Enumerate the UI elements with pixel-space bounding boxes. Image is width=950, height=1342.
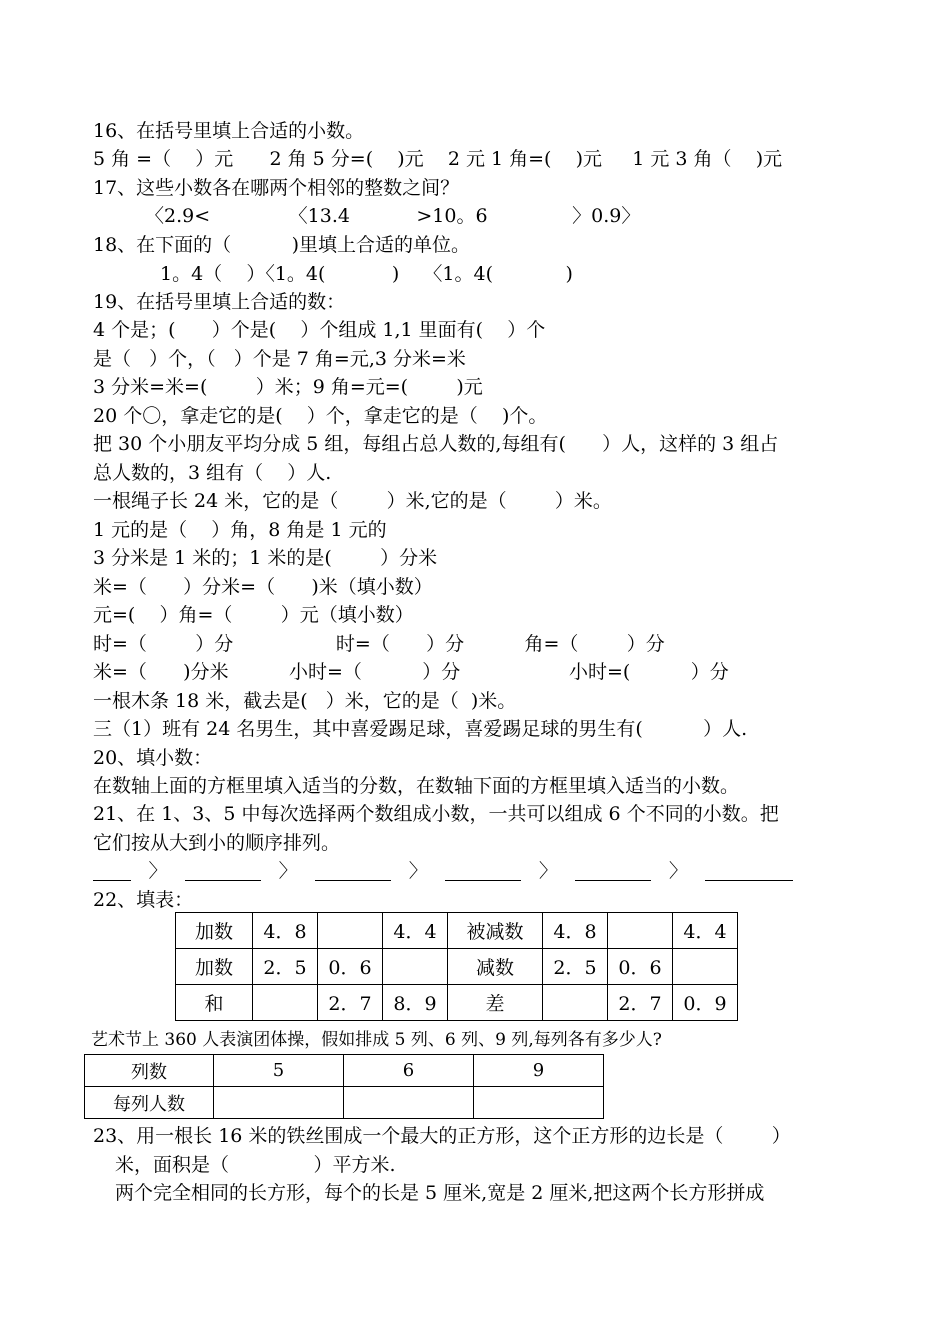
table-cell: 4．4 bbox=[383, 913, 448, 949]
q19-line-3: 3 分米=米=( ）米；9 角=元=( )元 bbox=[93, 376, 483, 398]
greater-than-sign: 〉 bbox=[538, 860, 558, 882]
greater-than-sign: 〉 bbox=[408, 860, 428, 882]
table-cell: 2．7 bbox=[608, 985, 673, 1021]
table-cell[interactable] bbox=[608, 913, 673, 949]
time-conversion-1: 时=（ ）分 时=（ ）分 角=（ ）分 bbox=[93, 633, 665, 655]
table-cell[interactable] bbox=[474, 1087, 604, 1119]
table-cell[interactable] bbox=[214, 1087, 344, 1119]
add-subtract-table bbox=[175, 912, 738, 1021]
meter-conversion: 米=（ ）分米=（ )米（填小数） bbox=[93, 576, 433, 598]
table-cell: 6 bbox=[344, 1055, 474, 1087]
q18-title: 18、在下面的（ )里填上合适的单位。 bbox=[93, 234, 470, 256]
table-cell: 5 bbox=[214, 1055, 344, 1087]
answer-blank[interactable] bbox=[93, 860, 131, 881]
table-cell: 加数 bbox=[176, 949, 253, 985]
table-cell: 列数 bbox=[85, 1055, 214, 1087]
wood-question: 一根木条 18 米，截去是( ）米，它的是（ )米。 bbox=[93, 690, 517, 712]
table-row bbox=[85, 1055, 604, 1087]
table-cell[interactable] bbox=[253, 985, 318, 1021]
table-cell: 0．6 bbox=[608, 949, 673, 985]
table-cell: 0．6 bbox=[318, 949, 383, 985]
q23-line-1: 23、用一根长 16 米的铁丝围成一个最大的正方形，这个正方形的边长是（ ） bbox=[93, 1125, 791, 1147]
q21-line-1: 21、在 1、3、5 中每次选择两个数组成小数，一共可以组成 6 个不同的小数。把 bbox=[93, 803, 779, 825]
q18-items: 1。4（ ）〈1。4( ) 〈1。4( ) bbox=[160, 263, 573, 285]
table-cell: 4．8 bbox=[543, 913, 608, 949]
football-question: 三（1）班有 24 名男生，其中喜爱踢足球，喜爱踢足球的男生有( ）人. bbox=[93, 718, 748, 740]
answer-blank[interactable] bbox=[185, 860, 261, 881]
table-cell: 减数 bbox=[448, 949, 543, 985]
answer-blank[interactable] bbox=[445, 860, 521, 881]
q19-line-2: 是（ ）个，（ ）个是 7 角=元,3 分米=米 bbox=[93, 348, 466, 370]
kids-groups-line-1: 把 30 个小朋友平均分成 5 组，每组占总人数的,每组有( ）人，这样的 3 组占 bbox=[93, 433, 779, 455]
table-row bbox=[176, 913, 738, 949]
table-cell: 4．4 bbox=[673, 913, 738, 949]
table-cell: 8．9 bbox=[383, 985, 448, 1021]
q21-answer-row bbox=[93, 857, 793, 885]
q23-line-2: 米，面积是（ ）平方米. bbox=[115, 1154, 396, 1176]
yuan-conversion: 元=( ）角=（ ）元（填小数） bbox=[93, 604, 414, 626]
table-cell: 被减数 bbox=[448, 913, 543, 949]
answer-blank[interactable] bbox=[705, 860, 793, 881]
table-cell[interactable] bbox=[673, 949, 738, 985]
greater-than-sign: 〉 bbox=[668, 860, 688, 882]
q21-line-2: 它们按从大到小的顺序排列。 bbox=[93, 832, 341, 854]
q20-circles: 20 个〇，拿走它的是( ）个，拿走它的是（ )个。 bbox=[93, 405, 548, 427]
greater-than-sign: 〉 bbox=[278, 860, 298, 882]
q20-fill-title: 20、填小数： bbox=[93, 747, 213, 769]
table-cell: 加数 bbox=[176, 913, 253, 949]
table-cell[interactable] bbox=[344, 1087, 474, 1119]
table-row bbox=[85, 1087, 604, 1119]
decimeter-question: 3 分米是 1 米的；1 米的是( ）分米 bbox=[93, 547, 438, 569]
q19-line-1: 4 个是；( ）个是( ）个组成 1,1 里面有( ）个 bbox=[93, 319, 546, 341]
table-cell: 4．8 bbox=[253, 913, 318, 949]
rope-question: 一根绳子长 24 米，它的是（ ）米,它的是（ ）米。 bbox=[93, 490, 612, 512]
table-cell[interactable] bbox=[383, 949, 448, 985]
q22-title: 22、填表： bbox=[93, 889, 194, 911]
q19-title: 19、在括号里填上合适的数： bbox=[93, 291, 346, 313]
table-cell[interactable] bbox=[318, 913, 383, 949]
answer-blank[interactable] bbox=[575, 860, 651, 881]
time-conversion-2: 米=（ )分米 小时=（ ）分 小时=( ）分 bbox=[93, 661, 729, 683]
table-cell: 每列人数 bbox=[85, 1087, 214, 1119]
table-cell[interactable] bbox=[543, 985, 608, 1021]
q16-items: 5 角 =（ ）元 2 角 5 分=( )元 2 元 1 角=( )元 1 元 3 角（ )元 bbox=[93, 148, 783, 170]
table-cell: 2．7 bbox=[318, 985, 383, 1021]
table-cell: 0．9 bbox=[673, 985, 738, 1021]
table-row bbox=[176, 985, 738, 1021]
answer-blank[interactable] bbox=[315, 860, 391, 881]
q17-title: 17、这些小数各在哪两个相邻的整数之间？ bbox=[93, 177, 460, 199]
kids-groups-line-2: 总人数的，3 组有（ ）人. bbox=[93, 462, 332, 484]
table-cell: 9 bbox=[474, 1055, 604, 1087]
q16-title: 16、在括号里填上合适的小数。 bbox=[93, 120, 365, 142]
table-cell: 和 bbox=[176, 985, 253, 1021]
table-cell: 2．5 bbox=[543, 949, 608, 985]
number-line-instruction: 在数轴上面的方框里填入适当的分数，在数轴下面的方框里填入适当的小数。 bbox=[93, 775, 740, 797]
q17-items: 〈2.9< 〈13.4 >10。6 〉0.9〉 bbox=[145, 205, 641, 227]
table-cell: 2．5 bbox=[253, 949, 318, 985]
table-row bbox=[176, 949, 738, 985]
columns-table bbox=[84, 1054, 604, 1119]
rectangles-question: 两个完全相同的长方形，每个的长是 5 厘米,宽是 2 厘米,把这两个长方形拼成 bbox=[115, 1182, 765, 1204]
table-cell: 差 bbox=[448, 985, 543, 1021]
art-festival-question: 艺术节上 360 人表演团体操，假如排成 5 列、6 列、9 列,每列各有多少人? bbox=[91, 1030, 662, 1050]
greater-than-sign: 〉 bbox=[148, 860, 168, 882]
yuan-question: 1 元的是（ ）角，8 角是 1 元的 bbox=[93, 519, 387, 541]
